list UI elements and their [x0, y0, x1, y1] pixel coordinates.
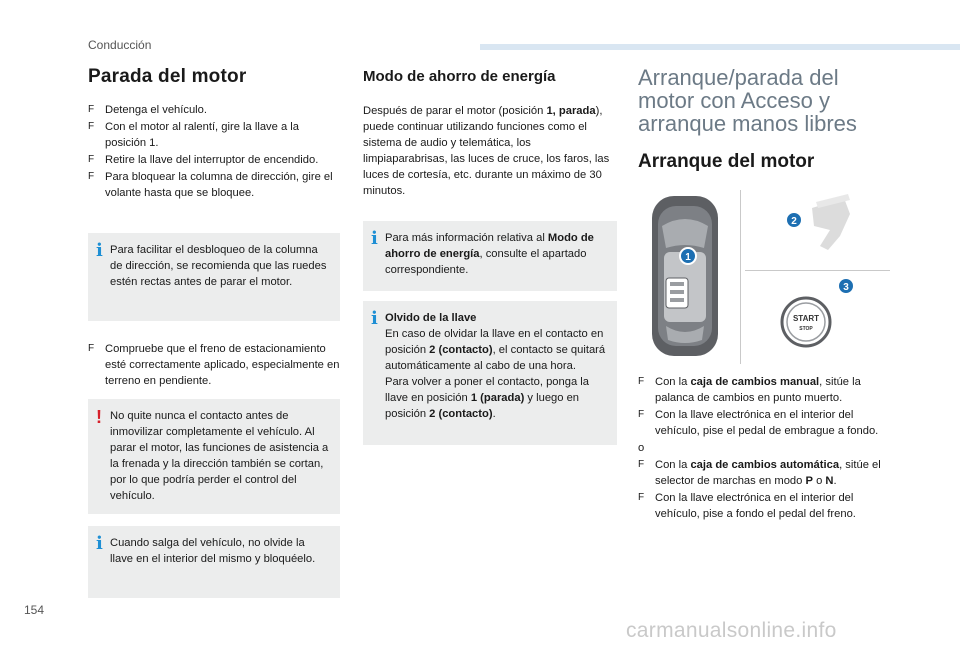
section-label: Conducción	[88, 38, 152, 52]
info-box-llave: i Cuando salga del vehículo, no olvide la llave en el interior del mismo y bloquéelo.	[88, 526, 340, 598]
svg-text:2: 2	[791, 216, 797, 227]
heading-arranque-parada: Arranque/parada del motor con Acceso y arranque manos libres	[638, 65, 857, 136]
info-icon: i	[96, 533, 103, 554]
list-item: F Para bloquear la columna de dirección, gire el volante hasta que se bloquee.	[88, 171, 333, 199]
warning-icon: !	[96, 407, 102, 427]
watermark: carmanualsonline.info	[626, 619, 837, 642]
callout-1	[680, 248, 696, 264]
steps-list	[88, 102, 340, 201]
car-topview	[652, 196, 718, 356]
steps-list-2	[88, 341, 340, 389]
bullet-icon: F	[88, 104, 95, 115]
heading-modo-ahorro: Modo de ahorro de energía	[363, 68, 556, 85]
bullet-icon: F	[638, 376, 645, 387]
list-item: F Compruebe que el freno de estacionamiento esté correctamente aplicado, especialmente en terreno en pendiente.	[88, 343, 340, 387]
bullet-icon: F	[88, 343, 95, 354]
bullet-icon: F	[88, 171, 95, 182]
list-item: F Con la llave electrónica en el interior del vehículo, pise a fondo el pedal del freno.	[638, 492, 856, 520]
svg-text:START: START	[792, 314, 820, 323]
info-box-desbloqueo: i Para facilitar el desbloqueo de la columna de dirección, se recomienda que las ruedes estén rectas antes de parar el motor.	[88, 233, 340, 321]
info-icon: i	[96, 240, 103, 261]
column-modo-ahorro	[363, 66, 617, 445]
callout-3	[838, 278, 854, 294]
arranque-steps	[638, 374, 890, 523]
start-stop-button-icon	[782, 298, 830, 346]
info-icon: i	[371, 308, 378, 329]
list-item: F Detenga el vehículo.	[88, 104, 207, 116]
header-bar	[480, 44, 960, 50]
column-arranque	[638, 66, 890, 187]
heading-arranque-motor: Arranque del motor	[638, 151, 815, 172]
bullet-icon: F	[88, 154, 95, 165]
intro-paragraph: Después de parar el motor (posición 1, parada), puede continuar utilizando funciones como el sistema de audio y telemática, los limpiaparabrisas, las luces de cruce, los faros, las luces de cortesía, etc. durante un máximo de 30 minutos.	[363, 105, 610, 197]
bullet-icon: F	[638, 459, 645, 470]
list-item: F Retire la llave del interruptor de encendido.	[88, 154, 319, 166]
pedal-foot-icon	[812, 194, 850, 250]
list-item: F Con la llave electrónica en el interior del vehículo, pise el pedal de embrague a fondo.	[638, 409, 879, 437]
box-title: Olvido de la llave	[385, 312, 477, 324]
bullet-icon: F	[638, 409, 645, 420]
info-box-modo-ahorro: i Para más información relativa al Modo de ahorro de energía, consulte el apartado correspondiente.	[363, 221, 617, 291]
bullet-icon: F	[638, 492, 645, 503]
page-number: 154	[24, 603, 45, 617]
list-item: F Con la caja de cambios automática, sitúe el selector de marchas en modo P o N.	[638, 459, 881, 487]
list-item: F Con el motor al ralentí, gire la llave a la posición 1.	[88, 121, 300, 149]
bullet-icon: F	[88, 121, 95, 132]
arranque-steps-list	[638, 374, 890, 522]
info-icon: i	[371, 228, 378, 249]
svg-text:STOP: STOP	[799, 326, 813, 332]
list-item: F Con la caja de cambios manual, sitúe la palanca de cambios en punto muerto.	[638, 376, 861, 404]
start-procedure-illustration	[644, 190, 890, 364]
list-item-or: o	[638, 442, 645, 454]
callout-2	[786, 212, 802, 228]
svg-text:1: 1	[685, 252, 691, 263]
info-box-olvido-llave: i Olvido de la llave En caso de olvidar la llave en el contacto en posición 2 (contacto), el contacto se quitará automáticamente al cabo de una hora. Para volver a poner el contacto, ponga la llave en posición 1 (parada) y luego en posición 2 (contacto).	[363, 301, 617, 445]
svg-text:3: 3	[843, 282, 849, 293]
warning-box: ! No quite nunca el contacto antes de inmovilizar completamente el vehículo. Al parar el motor, las funciones de asistencia a la frenada y la dirección también se cortan, por lo que podría perder el control del vehículo.	[88, 399, 340, 514]
column-parada-del-motor	[88, 66, 340, 598]
heading-parada-del-motor: Parada del motor	[88, 66, 247, 87]
